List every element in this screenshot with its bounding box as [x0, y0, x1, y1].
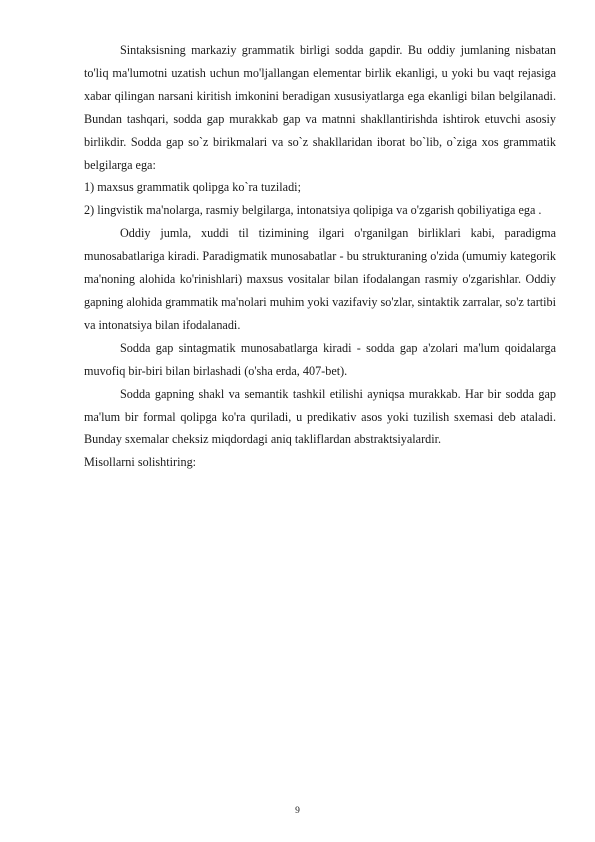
paragraph-simple-sentence-definition: Sintaksisning markaziy grammatik birligi sodda gapdir. Bu oddiy jumlaning nisbatan to'liq ma'lumotni uzatish uchun mo'ljallangan elementar birlik ekanligi, u yoki bu vaqt rejasiga xabar qilingan narsani kiritish imkonini beradigan xususiyatlarga ega ekanligi bilan belgilanadi. Bundan tashqari, sodda gap murakkab gap va matnni shakllantirishda ishtirok etuvchi asosiy birlikdir. Sodda gap so`z birikmalari va so`z shakllaridan iborat bo`lib, o`ziga xos grammatik belgilarga ega:	[84, 43, 556, 172]
paragraph-compare-examples: Misollarni solishtiring:	[84, 455, 197, 470]
document-page	[84, 39, 556, 474]
paragraph-syntagmatic-relations: Sodda gap sintagmatik munosabatlarga kiradi - sodda gap a'zolari ma'lum qoidalarga muvofiq bir-biri bilan birlashadi (o'sha erda, 407-bet).	[84, 340, 556, 378]
list-item-grammatical-pattern: 1) maxsus grammatik qolipga ko`ra tuziladi;	[84, 180, 301, 195]
list-item-linguistic-meanings: 2) lingvistik ma'nolarga, rasmiy belgilarga, intonatsiya qolipiga va o'zgarish qobiliyatiga ega .	[84, 203, 542, 218]
paragraph-form-semantic-organization: Sodda gapning shakl va semantik tashkil etilishi ayniqsa murakkab. Har bir sodda gap ma'lum bir formal qolipga ko'ra quriladi, u predikativ asos yoki tuzilish sxemasi deb ataladi. Bunday sxemalar cheksiz miqdordagi aniq takliflardan abstraktsiyalardir.	[84, 386, 556, 447]
paragraph-paradigmatic-relations: Oddiy jumla, xuddi til tizimining ilgari o'rganilgan birliklari kabi, paradigma munosabatlariga kiradi. Paradigmatik munosabatlar - bu strukturaning o'zida (umumiy kategorik ma'noning alohida ko'rinishlari) maxsus vositalar bilan ifodalangan rasmiy o'zgarishlar. Oddiy gapning alohida grammatik ma'nolari muhim yoki vazifaviy so'zlar, sintaktik zarralar, so'z tartibi va intonatsiya bilan ifodalanadi.	[84, 226, 556, 332]
page-number: 9	[295, 806, 300, 816]
